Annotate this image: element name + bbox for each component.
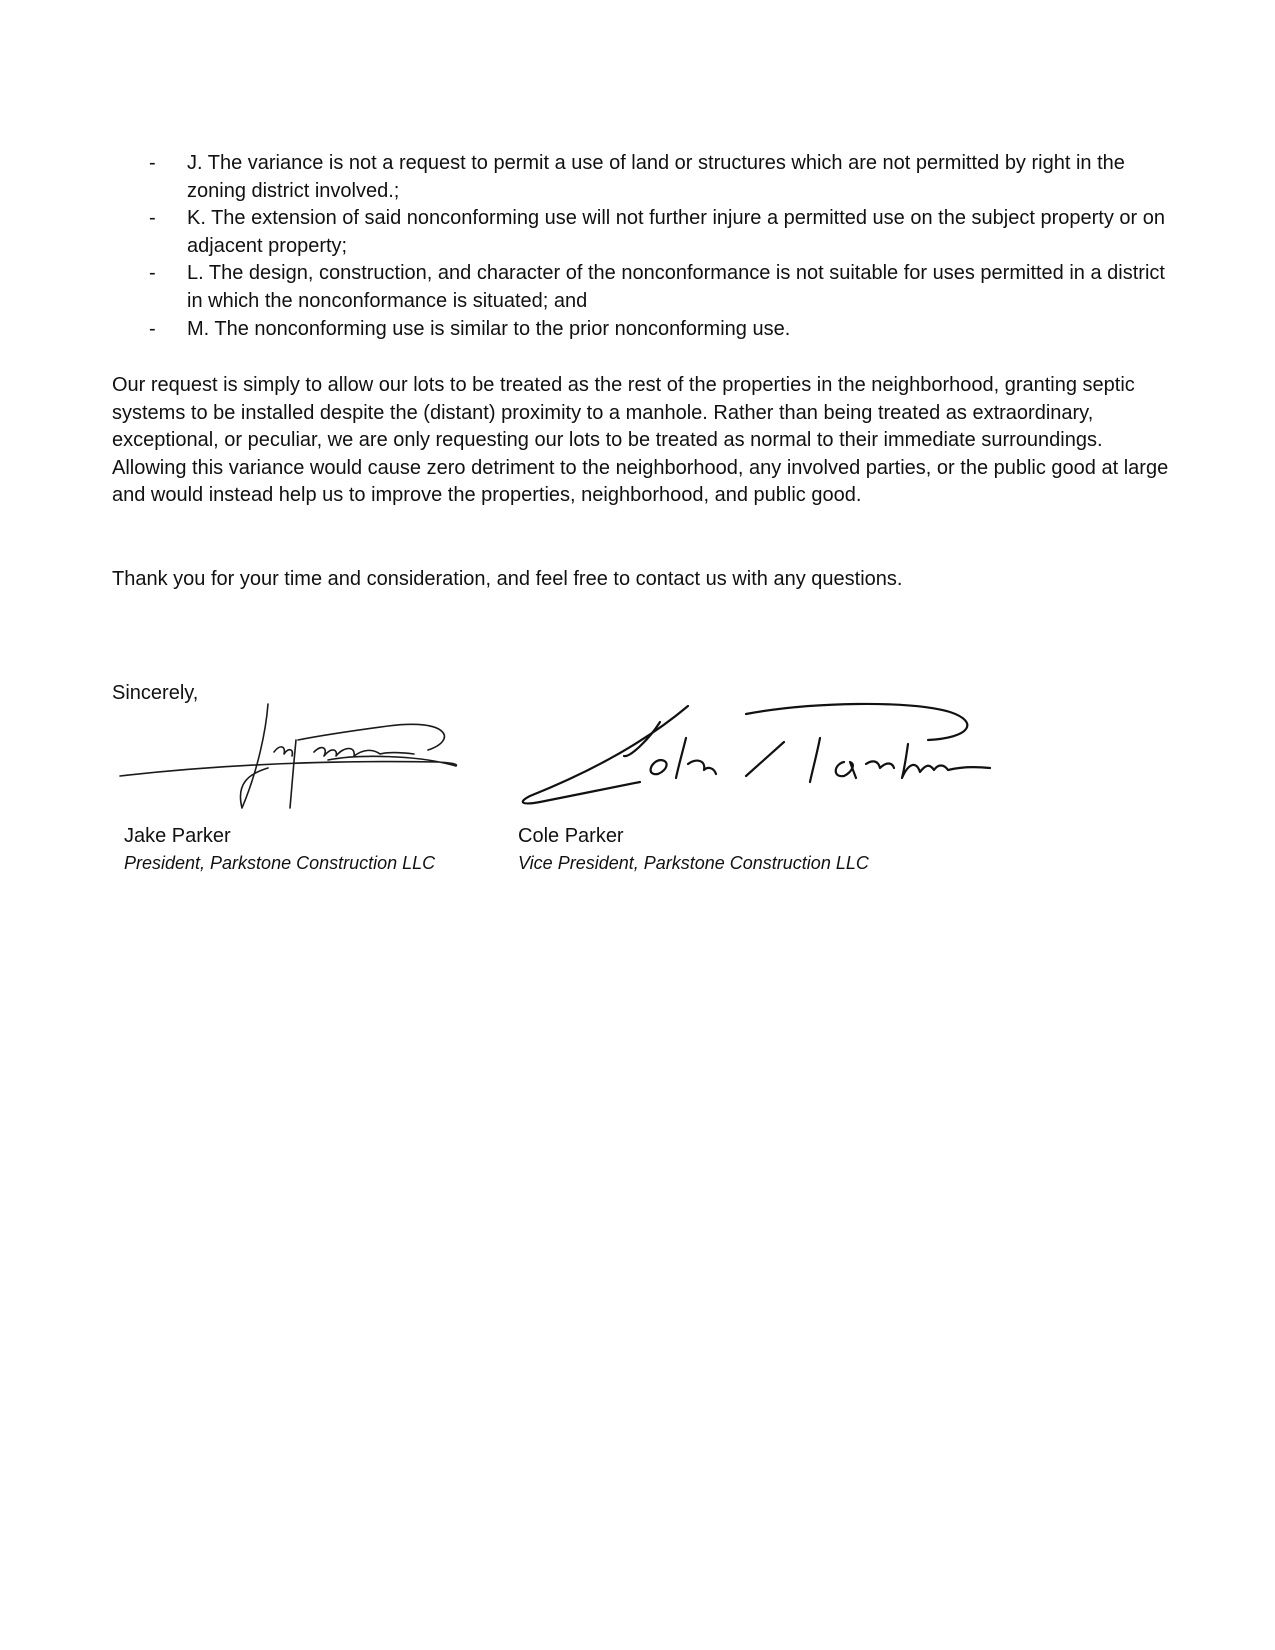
request-paragraph: Our request is simply to allow our lots to be treated as the rest of the properties in the neighborhood, granting septic systems to be installed despite the (distant) proximity to a manhole. Rather than being treated as extraordinary, exceptional, or peculiar, we are only requesting our lots to be treated as normal to their immediate surroundings. Allowing this variance would cause zero detriment to the neighborhood, any involved parties, or the public good at large and would instead help us to improve the properties, neighborhood, and public good. <box>112 374 1169 507</box>
list-dash: - <box>149 207 156 230</box>
thanks-paragraph: Thank you for your time and consideration, and feel free to contact us with any questions. <box>112 568 903 590</box>
list-item <box>112 260 1172 315</box>
criteria-text: M. The nonconforming use is similar to the prior nonconforming use. <box>187 317 791 340</box>
list-dash: - <box>149 317 156 340</box>
list-item <box>112 205 1172 260</box>
closing-salutation: Sincerely, <box>112 682 199 704</box>
criteria-text: L. The design, construction, and character of the nonconformance is not suitable for uses permitted in a district in which the nonconformance is situated; and <box>187 262 1165 312</box>
list-item <box>112 150 1172 205</box>
signer-title: President, Parkstone Construction LLC <box>124 853 436 873</box>
cole-signature-image <box>510 698 1090 828</box>
list-dash: - <box>149 152 156 174</box>
list-item <box>112 316 1172 344</box>
criteria-text: J. The variance is not a request to permit a use of land or structures which are not permitted by right in the zoning district involved.; <box>187 152 1125 202</box>
jake-signature-image <box>118 700 468 830</box>
signer-block-cole <box>518 823 869 877</box>
list-dash: - <box>149 262 156 285</box>
signer-name: Jake Parker <box>124 825 231 847</box>
criteria-list <box>112 150 1172 343</box>
signer-block-jake <box>124 823 435 877</box>
criteria-text: K. The extension of said nonconforming use will not further injure a permitted use on the subject property or on adjacent property; <box>187 207 1165 257</box>
signer-title: Vice President, Parkstone Construction LLC <box>518 853 869 873</box>
signer-name: Cole Parker <box>518 825 624 847</box>
